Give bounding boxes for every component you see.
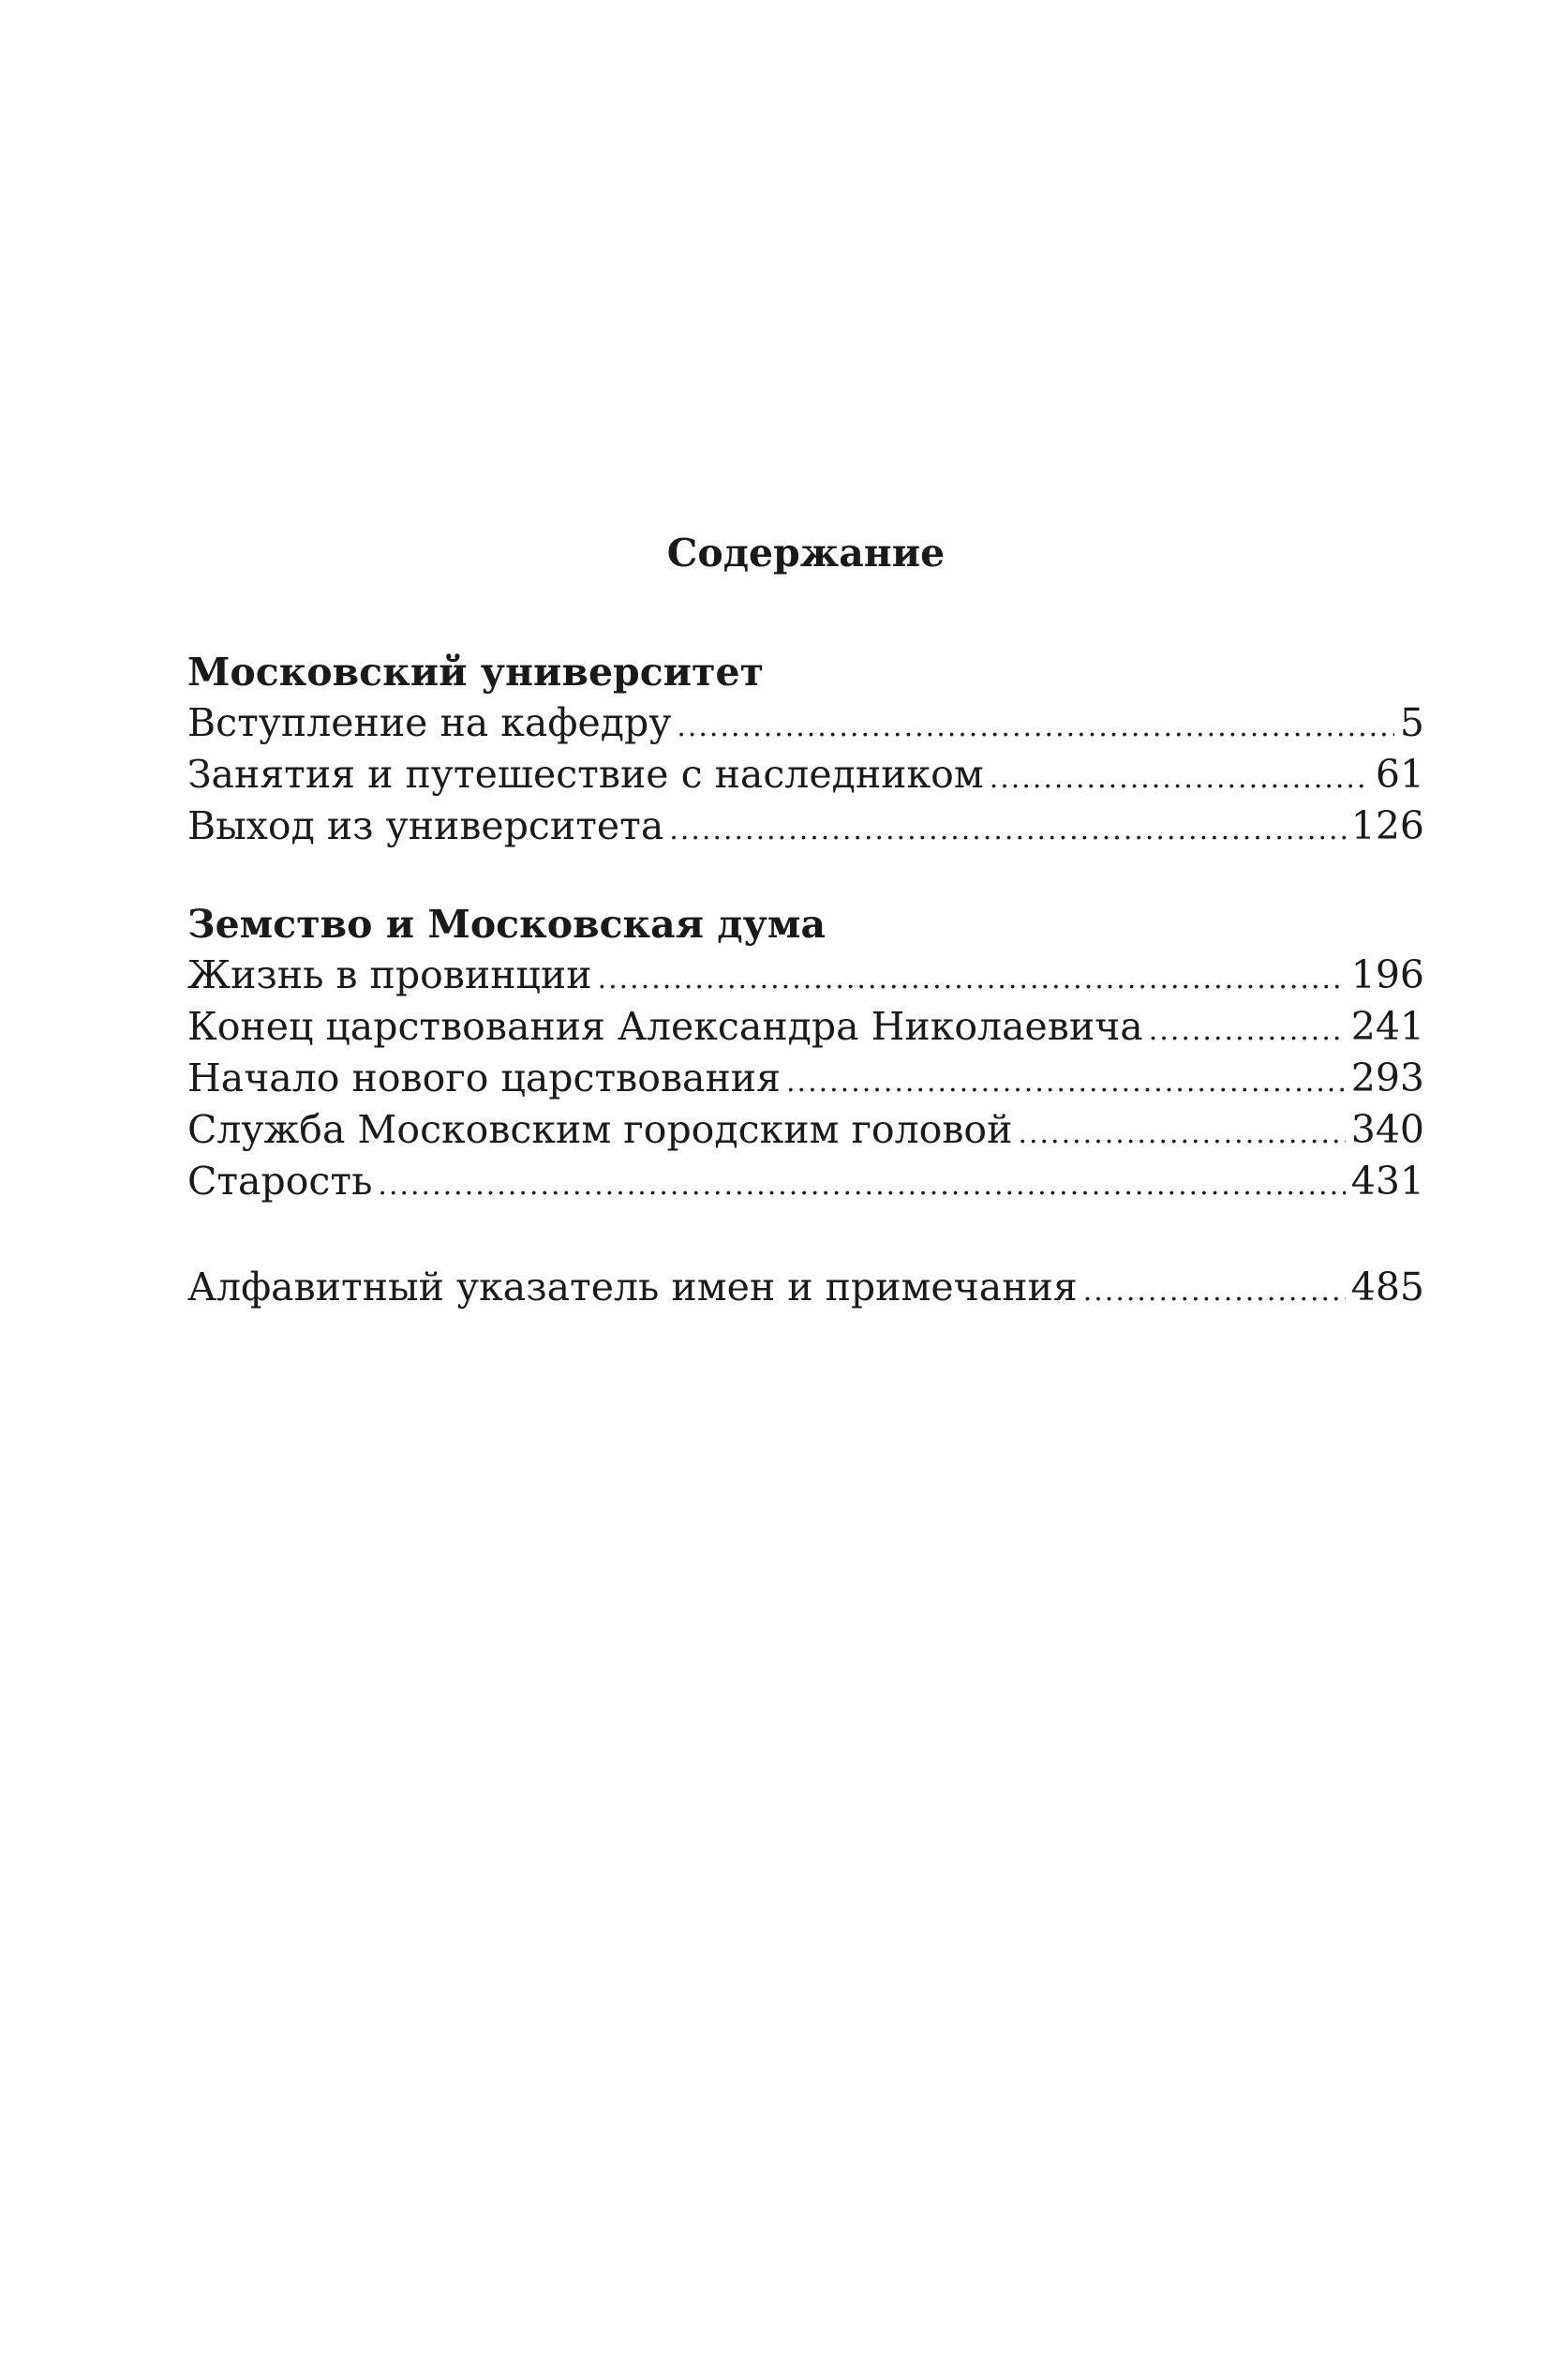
dot-leader	[1018, 1108, 1345, 1160]
entry-page-number: 5	[1399, 700, 1424, 745]
toc-entry	[187, 1053, 1424, 1104]
entry-label: Начало нового царствования	[187, 1055, 781, 1100]
spacer	[187, 852, 1424, 899]
entry-label: Вступление на кафедру	[187, 700, 672, 745]
entry-page-number: 126	[1350, 803, 1424, 848]
entry-label: Выход из университета	[187, 803, 664, 848]
entry-page-number: 61	[1375, 752, 1424, 797]
dot-leader	[378, 1160, 1345, 1211]
table-of-contents	[187, 525, 1424, 1313]
entry-page-number: 431	[1350, 1159, 1424, 1204]
entry-label: Алфавитный указатель имен и примечания	[187, 1265, 1078, 1310]
toc-entry	[187, 801, 1424, 852]
entry-page-number: 196	[1350, 952, 1424, 997]
dot-leader	[990, 753, 1370, 804]
toc-entry-appendix	[187, 1262, 1424, 1313]
entry-page-number: 340	[1350, 1107, 1424, 1152]
toc-entry	[187, 697, 1424, 749]
toc-entry	[187, 950, 1424, 1001]
entry-label: Жизнь в провинции	[187, 952, 592, 997]
entry-label: Занятия и путешествие с наследником	[187, 752, 984, 797]
entry-page-number: 485	[1350, 1265, 1424, 1310]
spacer	[187, 1207, 1424, 1262]
section-heading: Московский университет	[187, 650, 764, 695]
toc-entry	[187, 749, 1424, 801]
dot-leader	[598, 953, 1346, 1005]
entry-page-number: 241	[1350, 1004, 1424, 1049]
dot-leader	[1149, 1005, 1346, 1056]
dot-leader	[669, 804, 1345, 856]
dot-leader	[677, 701, 1394, 753]
dot-leader	[786, 1056, 1346, 1108]
entry-page-number: 293	[1350, 1055, 1424, 1100]
page-title: Содержание	[666, 531, 946, 576]
entry-label: Служба Московским городским головой	[187, 1107, 1013, 1152]
entry-label: Старость	[187, 1159, 373, 1204]
toc-entry	[187, 1104, 1424, 1156]
toc-section	[187, 647, 1424, 852]
entry-label: Конец царствования Александра Николаевича	[187, 1004, 1143, 1049]
toc-section	[187, 899, 1424, 1207]
toc-entry	[187, 1156, 1424, 1207]
dot-leader	[1083, 1265, 1346, 1317]
section-heading: Земство и Московская дума	[187, 902, 827, 947]
toc-entry	[187, 1001, 1424, 1053]
